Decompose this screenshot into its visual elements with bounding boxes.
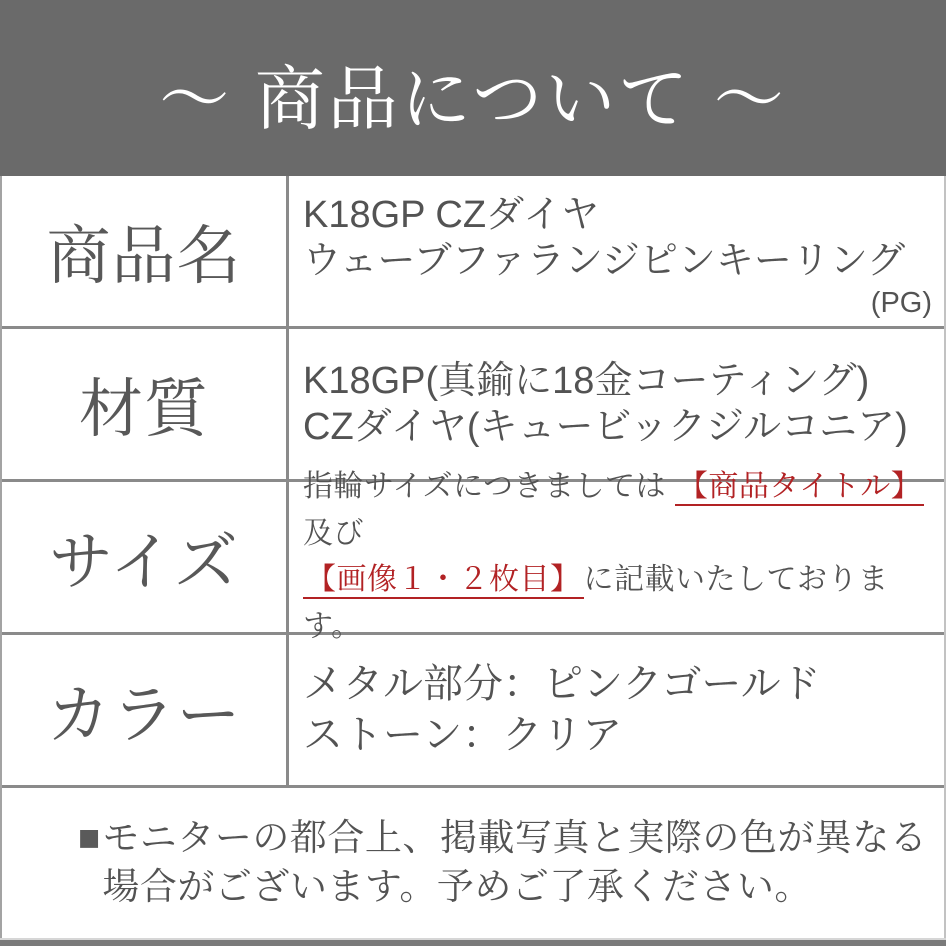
size-line2-highlight: 【画像１・２枚目】 [303,563,584,599]
material-value [289,329,944,479]
material-label: 材質 [2,329,289,479]
size-line1-tail: 及び [303,516,364,550]
bottom-shadow-bar [0,938,946,946]
size-line1-highlight: 【商品タイトル】 [675,470,924,506]
square-bullet-icon: ■ [78,817,101,859]
table-row-product-name [2,176,944,329]
table-row-material [2,329,944,482]
disclaimer-note [2,788,944,938]
product-name-line1: K18GP CZダイヤ [303,194,600,236]
table-row-size [2,470,944,643]
size-label: サイズ [2,482,289,632]
color-line2: ストーン：クリア [303,713,623,757]
product-name-label: 商品名 [2,176,289,326]
color-line1: メタル部分：ピンクゴールド [303,661,821,706]
product-name-suffix: (PG) [870,286,932,319]
size-line1 [303,464,934,557]
material-line2: CZダイヤ(キュービックジルコニア) [303,406,908,448]
color-value [289,635,944,785]
product-name-value [289,176,944,326]
material-line1: K18GP(真鍮に18金コーティング) [303,359,870,402]
table-row-color [2,635,944,788]
page-title: ～ 商品について ～ [159,59,787,138]
disclaimer-note-inner [78,814,927,912]
disclaimer-line1: モニターの都合上、掲載写真と実際の色が異なる [102,817,928,859]
disclaimer-text [102,814,927,912]
info-table [0,176,946,938]
disclaimer-line2: 場合がございます。予めご了承ください。 [102,866,812,907]
header-banner [0,0,946,176]
size-line1-text: 指輪サイズにつきましては [303,470,666,503]
size-line2-tail: に記載いたしております。 [303,563,889,643]
product-name-line2: ウェーブファランジピンキーリング [303,240,906,283]
size-value [289,470,944,643]
color-label: カラー [2,635,289,785]
